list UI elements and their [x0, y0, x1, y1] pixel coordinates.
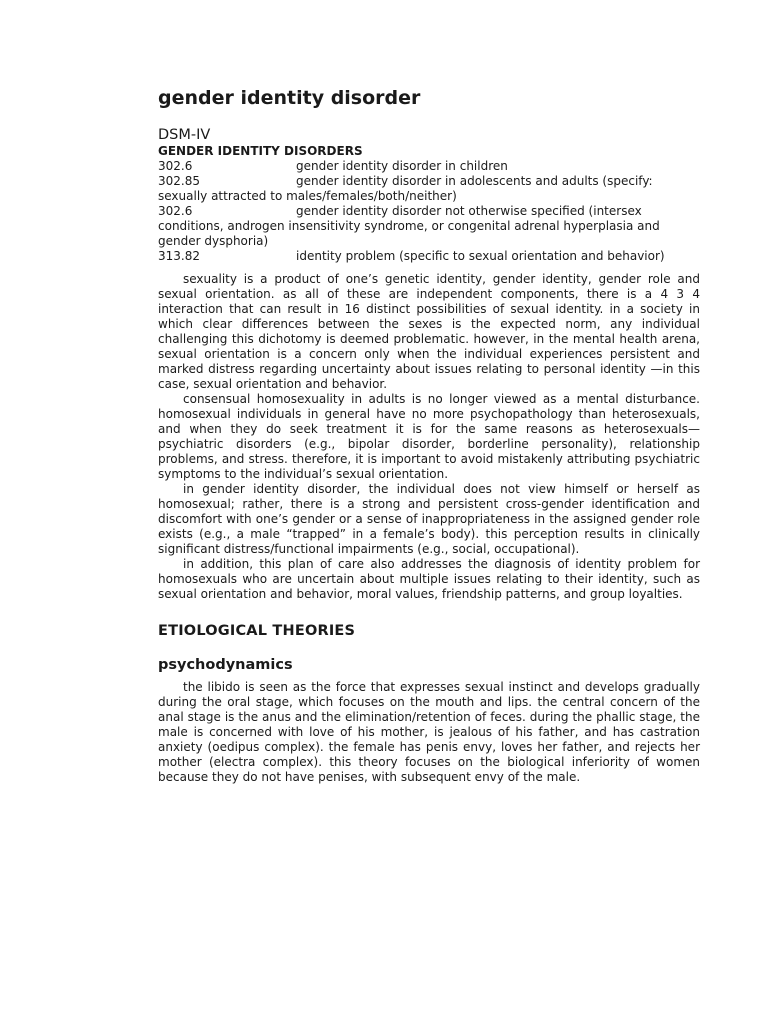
diagnosis-code-row	[158, 249, 700, 264]
document-page	[158, 86, 700, 785]
document-title: gender identity disorder	[158, 87, 421, 109]
psychodynamics-paragraph: the libido is seen as the force that expresses sexual instinct and develops gradually during the oral stage, which focuses on the mouth and lips. the central concern of the anal stage is the anus and the elimination/retention of feces. during the phallic stage, the male is concerned with love of his mother, is jealous of his father, and has castration anxiety (oedipus complex). the female has penis envy, loves her father, and rejects her mother (electra complex). this theory focuses on the biological inferiority of women because they do not have penises, with subsequent envy of the male.	[158, 679, 700, 784]
diagnosis-description: gender identity disorder not otherwise specified (intersex conditions, androgen insensitivity syndrome, or congenital adrenal hyperplasia and gender dysphoria)	[158, 203, 660, 248]
body-section	[158, 272, 700, 602]
diagnosis-description: gender identity disorder in children	[296, 158, 508, 173]
diagnosis-code: 302.6	[158, 158, 193, 173]
dsm-section	[158, 127, 700, 264]
body-paragraph: consensual homosexuality in adults is no longer viewed as a mental disturbance. homosexual individuals in general have no more psychopathology than heterosexuals, and when they do seek treatment it is for the same reasons as heterosexuals—psychiatric disorders (e.g., bipolar disorder, borderline personality), relationship problems, and stress. therefore, it is important to avoid mistakenly attributing psychiatric symptoms to the individual’s sexual orientation.	[158, 391, 700, 481]
diagnosis-code-row	[158, 204, 700, 249]
body-paragraph: in gender identity disorder, the individual does not view himself or herself as homosexual; rather, there is a strong and persistent cross-gender identification and discomfort with one’s gender or a sense of inappropriateness in the assigned gender role exists (e.g., a male “trapped” in a female’s body). this perception results in clinically significant distress/functional impairments (e.g., social, occupational).	[158, 481, 700, 556]
diagnosis-code: 302.85	[158, 173, 200, 188]
diagnosis-code: 302.6	[158, 203, 193, 218]
section-heading: ETIOLOGICAL THEORIES	[158, 622, 356, 639]
diagnosis-description: identity problem (specific to sexual orientation and behavior)	[296, 248, 665, 263]
body-paragraph: in addition, this plan of care also addresses the diagnosis of identity problem for homosexuals who are uncertain about multiple issues relating to their identity, such as sexual orientation and behavior, moral values, friendship patterns, and group loyalties.	[158, 556, 700, 601]
dsm-heading: DSM-IV	[158, 126, 211, 143]
diagnosis-code: 313.82	[158, 248, 200, 263]
sub-heading: psychodynamics	[158, 656, 293, 673]
dsm-subheading: GENDER IDENTITY DISORDERS	[158, 143, 363, 158]
diagnosis-code-list	[158, 159, 700, 264]
diagnosis-code-row	[158, 159, 700, 174]
diagnosis-description: gender identity disorder in adolescents and adults (specify: sexually attracted to males/females/both/neither)	[158, 173, 653, 203]
diagnosis-code-row	[158, 174, 700, 204]
body-paragraph: sexuality is a product of one’s genetic identity, gender identity, gender role and sexual orientation. as all of these are independent components, there is a 4 3 4 interaction that can result in 16 distinct possibilities of sexual identity. in a society in which clear differences between the sexes is the expected norm, any individual challenging this dichotomy is deemed problematic. however, in the mental health arena, sexual orientation is a concern only when the individual experiences persistent and marked distress regarding uncertainty about issues relating to personal identity —in this case, sexual orientation and behavior.	[158, 271, 700, 391]
